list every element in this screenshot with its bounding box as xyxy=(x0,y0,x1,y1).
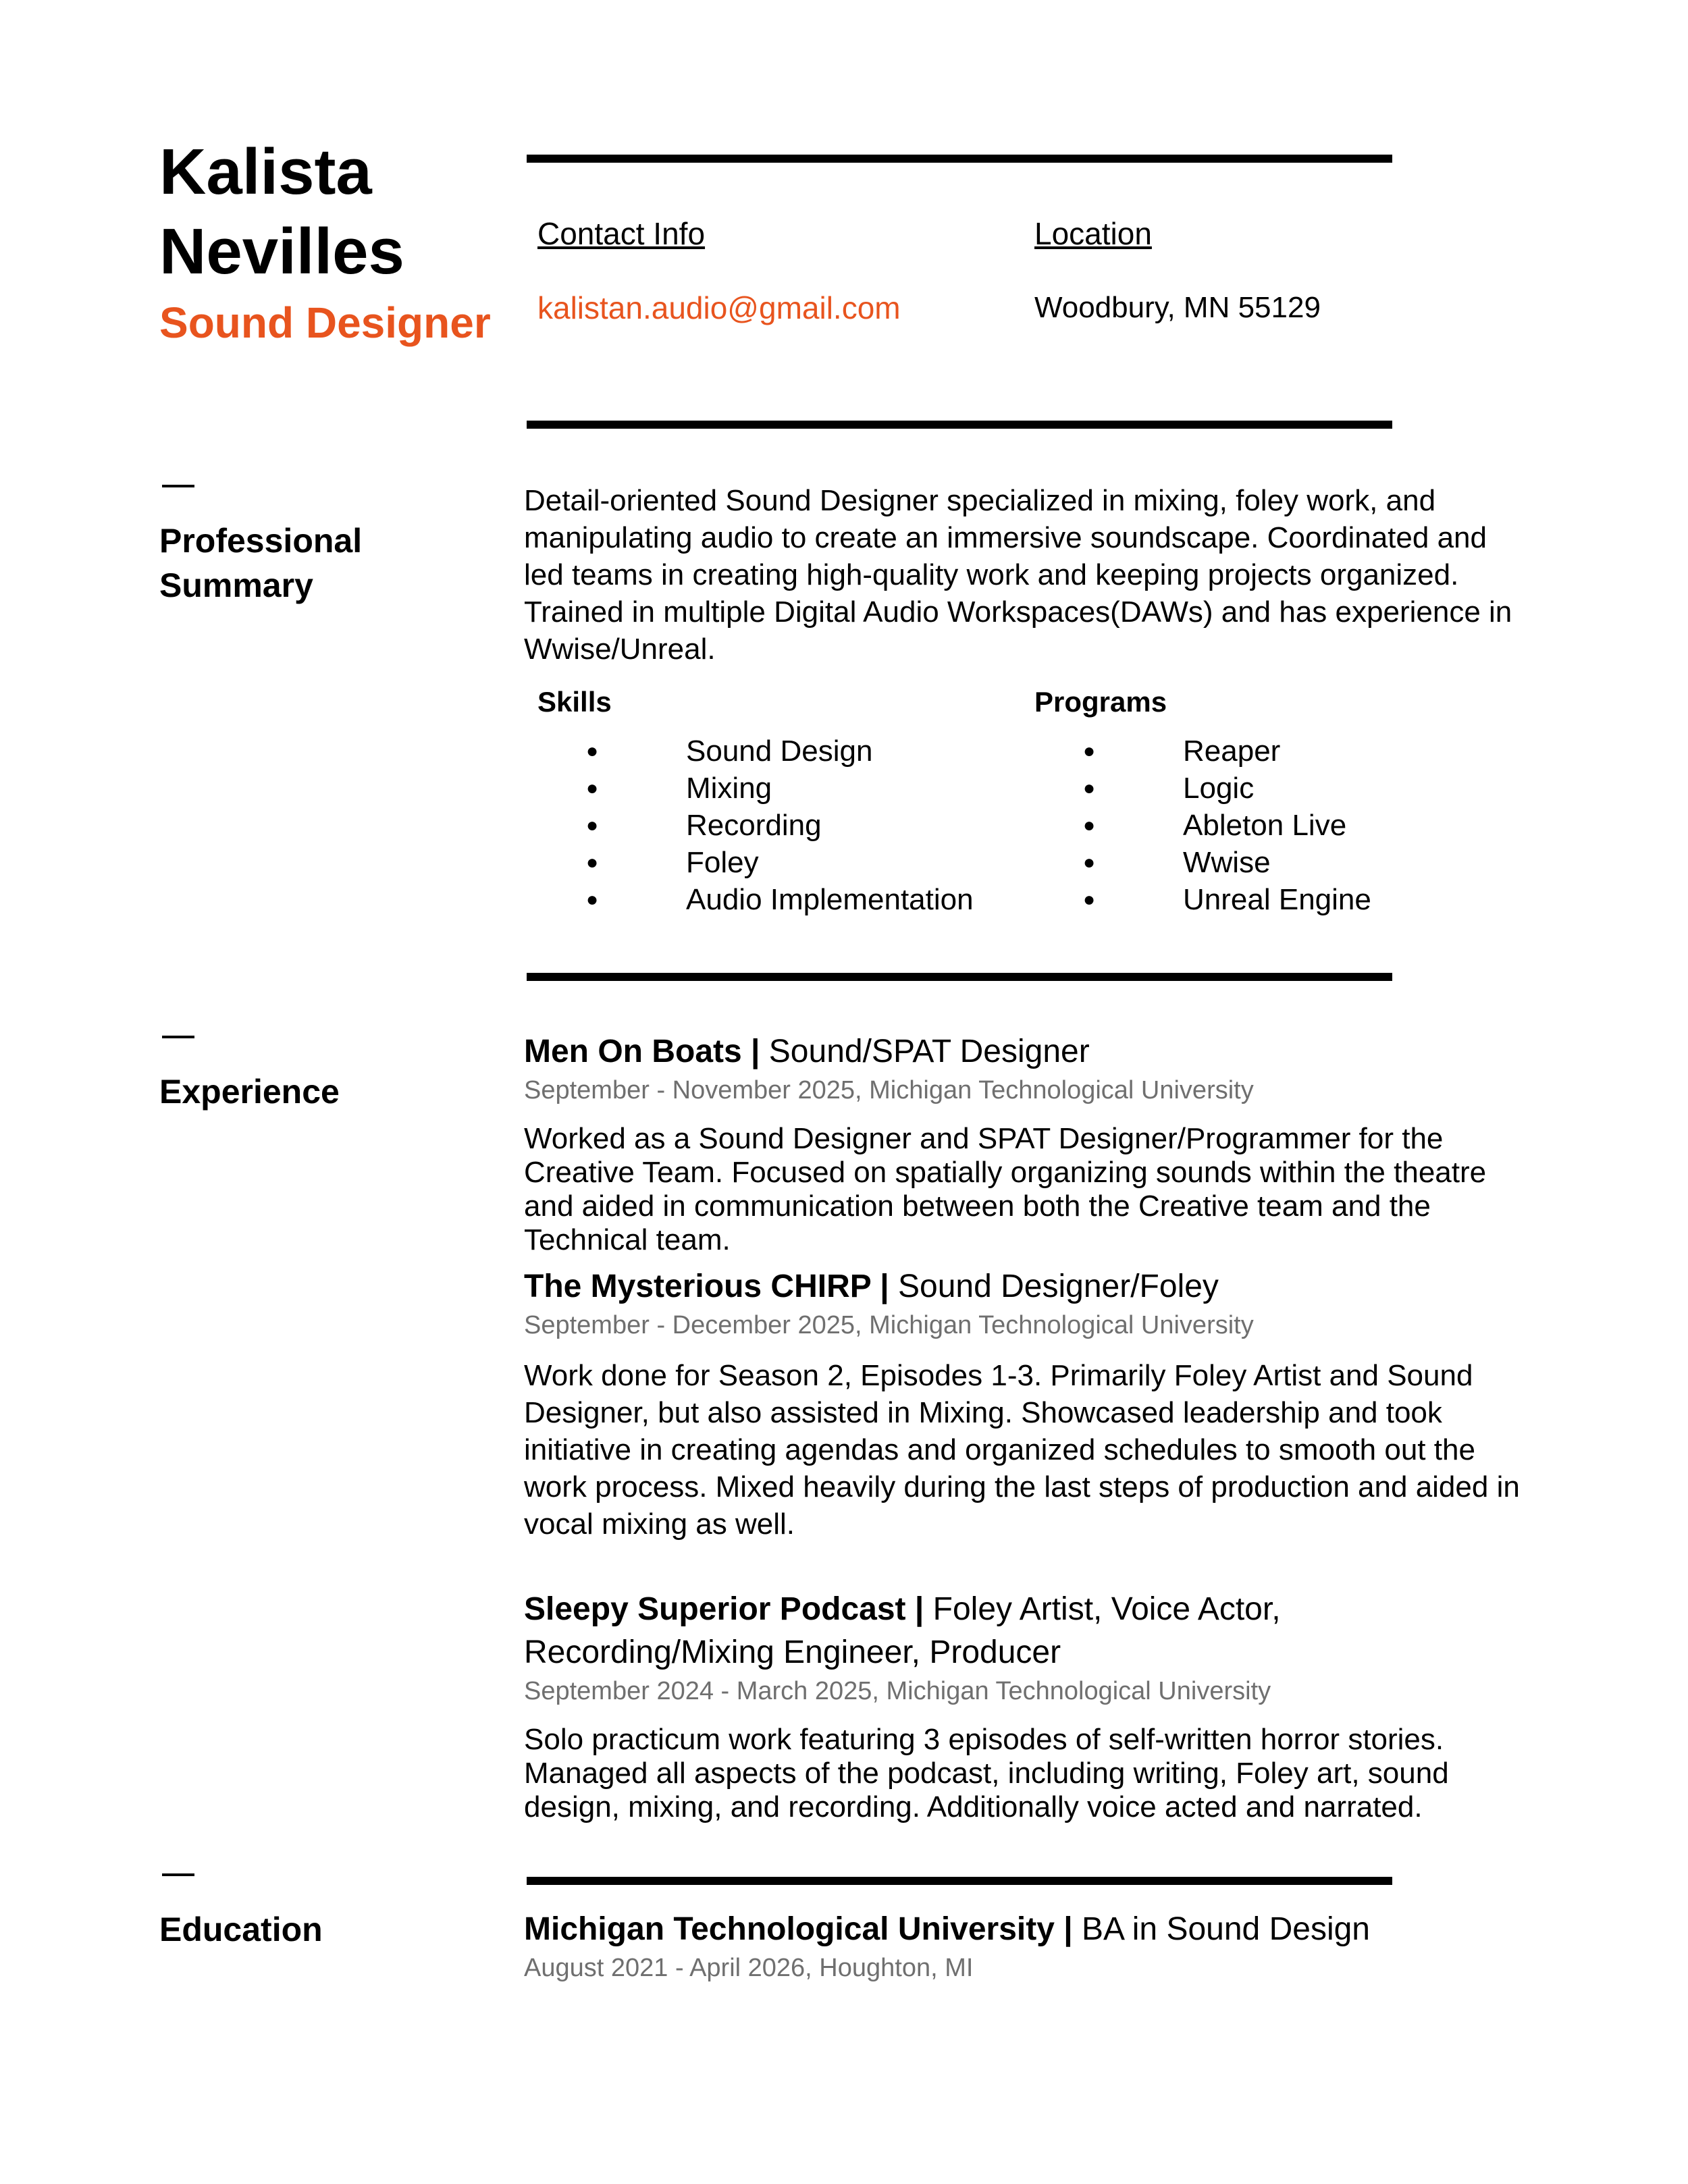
list-item: ● Logic xyxy=(1083,770,1371,807)
list-item: ● Foley xyxy=(586,844,974,881)
list-item: ● Mixing xyxy=(586,770,974,807)
list-item: ● Ableton Live xyxy=(1083,807,1371,844)
programs-list xyxy=(1083,733,1371,918)
summary-heading-line2: Summary xyxy=(159,566,313,604)
job-heading xyxy=(524,1588,1537,1674)
job-title: Sound Designer xyxy=(159,298,491,347)
experience-entry xyxy=(524,1588,1537,1824)
education-degree: BA in Sound Design xyxy=(1072,1911,1370,1947)
job-description: Work done for Season 2, Episodes 1-3. Primarily Foley Artist and Sound Designer, but also assisted in Mixing. Showcased leadership and took initiative in creating agendas and organized schedules to smooth out the work process. Mixed heavily during the last steps of production and aided in vocal mixing as well. xyxy=(524,1359,1520,1541)
divider-experience-bottom xyxy=(527,1877,1392,1885)
list-item: ● Unreal Engine xyxy=(1083,881,1371,918)
job-org: Men On Boats | xyxy=(524,1034,760,1069)
skills-list xyxy=(586,733,974,918)
summary-heading-line1: Professional xyxy=(159,522,363,560)
summary-text: Detail-oriented Sound Designer specialized in mixing, foley work, and manipulating audio to create an immersive soundscape. Coordinated and led teams in creating high-quality work and keeping projects organized. Trained in multiple Digital Audio Workspaces(DAWs) and has experience in Wwise/Unreal. xyxy=(524,484,1512,666)
education-org: Michigan Technological University | xyxy=(524,1911,1073,1947)
job-heading xyxy=(524,1265,1537,1308)
job-heading xyxy=(524,1030,1537,1073)
email-link[interactable]: kalistan.audio@gmail.com xyxy=(537,290,901,325)
location-value: Woodbury, MN 55129 xyxy=(1034,291,1321,324)
section-marker-education xyxy=(162,1873,194,1876)
location-heading: Location xyxy=(1034,216,1152,251)
experience-entry xyxy=(524,1030,1537,1257)
list-item: ● Wwise xyxy=(1083,844,1371,881)
name-first: Kalista xyxy=(159,136,372,208)
professional-summary-heading xyxy=(159,518,362,608)
list-item: ● Reaper xyxy=(1083,733,1371,770)
candidate-name xyxy=(159,132,404,292)
education-entry xyxy=(524,1908,1537,1985)
job-meta: September - November 2025, Michigan Technological University xyxy=(524,1076,1254,1104)
divider-header-bottom xyxy=(527,421,1392,429)
education-meta: August 2021 - April 2026, Houghton, MI xyxy=(524,1954,974,1982)
section-marker-summary xyxy=(162,485,194,487)
job-description: Worked as a Sound Designer and SPAT Designer/Programmer for the Creative Team. Focused on spatially organizing sounds within the theatre and aided in communication between both the Creative team and the Technical team. xyxy=(524,1122,1487,1256)
divider-summary-bottom xyxy=(527,973,1392,981)
programs-heading: Programs xyxy=(1034,686,1167,718)
education-institution-heading xyxy=(524,1908,1537,1951)
job-role: Sound Designer/Foley xyxy=(889,1269,1219,1304)
job-org: Sleepy Superior Podcast | xyxy=(524,1591,924,1627)
job-meta: September 2024 - March 2025, Michigan Technological University xyxy=(524,1677,1271,1705)
experience-heading: Experience xyxy=(159,1073,340,1111)
list-item: ● Audio Implementation xyxy=(586,881,974,918)
job-role: Foley Artist, Voice Actor, Recording/Mixing Engineer, Producer xyxy=(524,1591,1281,1670)
job-role: Sound/SPAT Designer xyxy=(760,1034,1090,1069)
list-item: ● Sound Design xyxy=(586,733,974,770)
experience-entry xyxy=(524,1265,1537,1543)
name-last: Nevilles xyxy=(159,215,404,288)
divider-top xyxy=(527,155,1392,163)
job-meta: September - December 2025, Michigan Technological University xyxy=(524,1311,1254,1339)
list-item: ● Recording xyxy=(586,807,974,844)
contact-info-heading: Contact Info xyxy=(537,216,706,251)
education-heading: Education xyxy=(159,1911,323,1948)
job-description: Solo practicum work featuring 3 episodes of self-written horror stories. Managed all aspects of the podcast, including writing, Foley art, sound design, mixing, and recording. Additionally voice acted and narrated. xyxy=(524,1723,1449,1823)
job-org: The Mysterious CHIRP | xyxy=(524,1269,889,1304)
section-marker-experience xyxy=(162,1036,194,1038)
skills-heading: Skills xyxy=(537,686,612,718)
